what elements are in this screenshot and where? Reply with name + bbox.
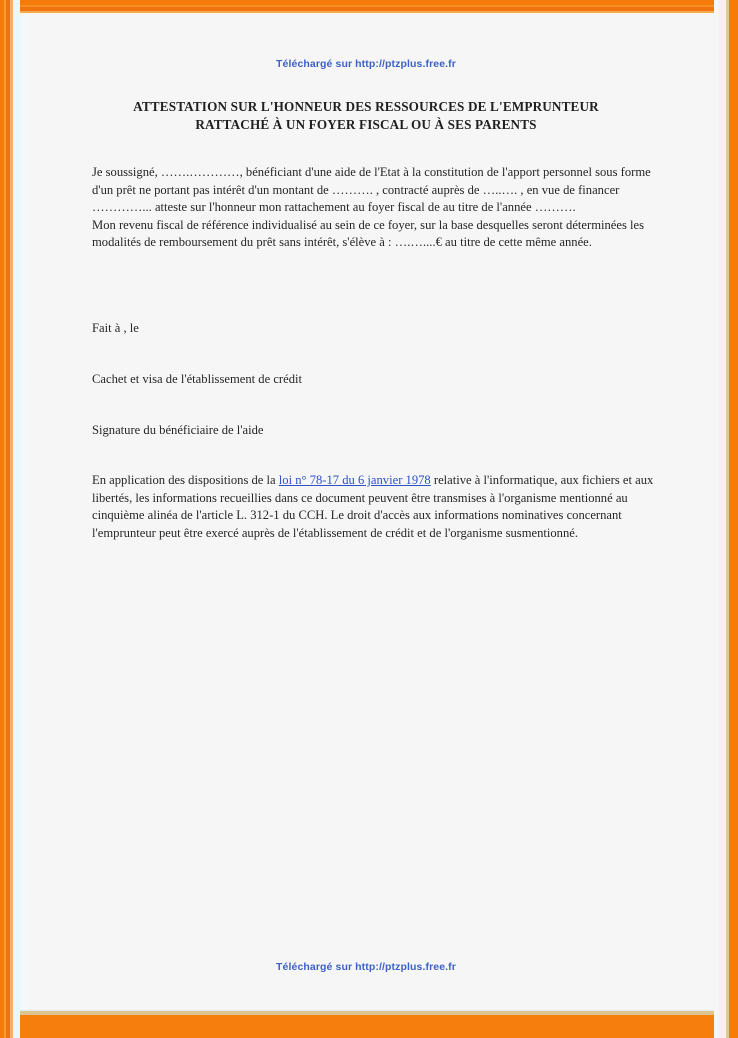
signature-line: Signature du bénéficiaire de l'aide	[92, 423, 264, 437]
page-title-line-1: ATTESTATION SUR L'HONNEUR DES RESSOURCES DE L'EMPRUNTEUR	[133, 99, 599, 114]
header-download-notice	[16, 58, 716, 70]
law-reference-link[interactable]: loi n° 78-17 du 6 janvier 1978	[278, 473, 431, 487]
legal-text-before-link: En application des dispositions de la	[92, 473, 279, 487]
declaration-block	[92, 164, 654, 252]
scan-border-right	[714, 0, 738, 1038]
document-page	[16, 14, 716, 1010]
legal-notice-paragraph	[92, 472, 654, 542]
footer-download-notice	[16, 961, 716, 973]
fait-line: Fait à , le	[92, 321, 139, 335]
fait-block	[92, 320, 654, 338]
declaration-paragraph-2: Mon revenu fiscal de référence individualisé au sein de ce foyer, sur la base desquelles seront déterminées les modalités de remboursement du prêt sans intérêt, s'élève à : ….…....€ au titre de cette même année.	[92, 217, 645, 250]
footer-download-text: Téléchargé sur http://ptzplus.free.fr	[276, 961, 456, 973]
scan-border-bottom	[0, 1006, 738, 1038]
signature-block	[92, 422, 654, 440]
header-download-text: Téléchargé sur http://ptzplus.free.fr	[276, 58, 456, 70]
declaration-paragraph-1: Je soussigné, …….…………, bénéficiant d'une aide de l'Etat à la constitution de l'apport personnel sous forme d'un prêt ne portant pas intérêt d'un montant de ………. , contracté auprès de …..…. , en vue de financer …………... atteste sur l'honneur mon rattachement au foyer fiscal de au titre de l'année ……….	[92, 165, 651, 215]
legal-notice-block	[92, 472, 654, 542]
legal-text-after-link: relative à l'informatique, aux fichiers et aux libertés, les informations recueillies dans ce document peuvent être transmises à l'organisme mentionné au cinquième alinéa de l'article L. 312-1 du CCH. Le droit d'accès aux informations nominatives concernant l'emprunteur peut être exercé auprès de l'établissement de crédit et de l'organisme susmentionné.	[92, 473, 654, 540]
cachet-line: Cachet et visa de l'établissement de crédit	[92, 372, 302, 386]
page-title	[60, 98, 672, 133]
page-title-line-2: RATTACHÉ À UN FOYER FISCAL OU À SES PARENTS	[195, 116, 537, 132]
cachet-block	[92, 371, 654, 389]
